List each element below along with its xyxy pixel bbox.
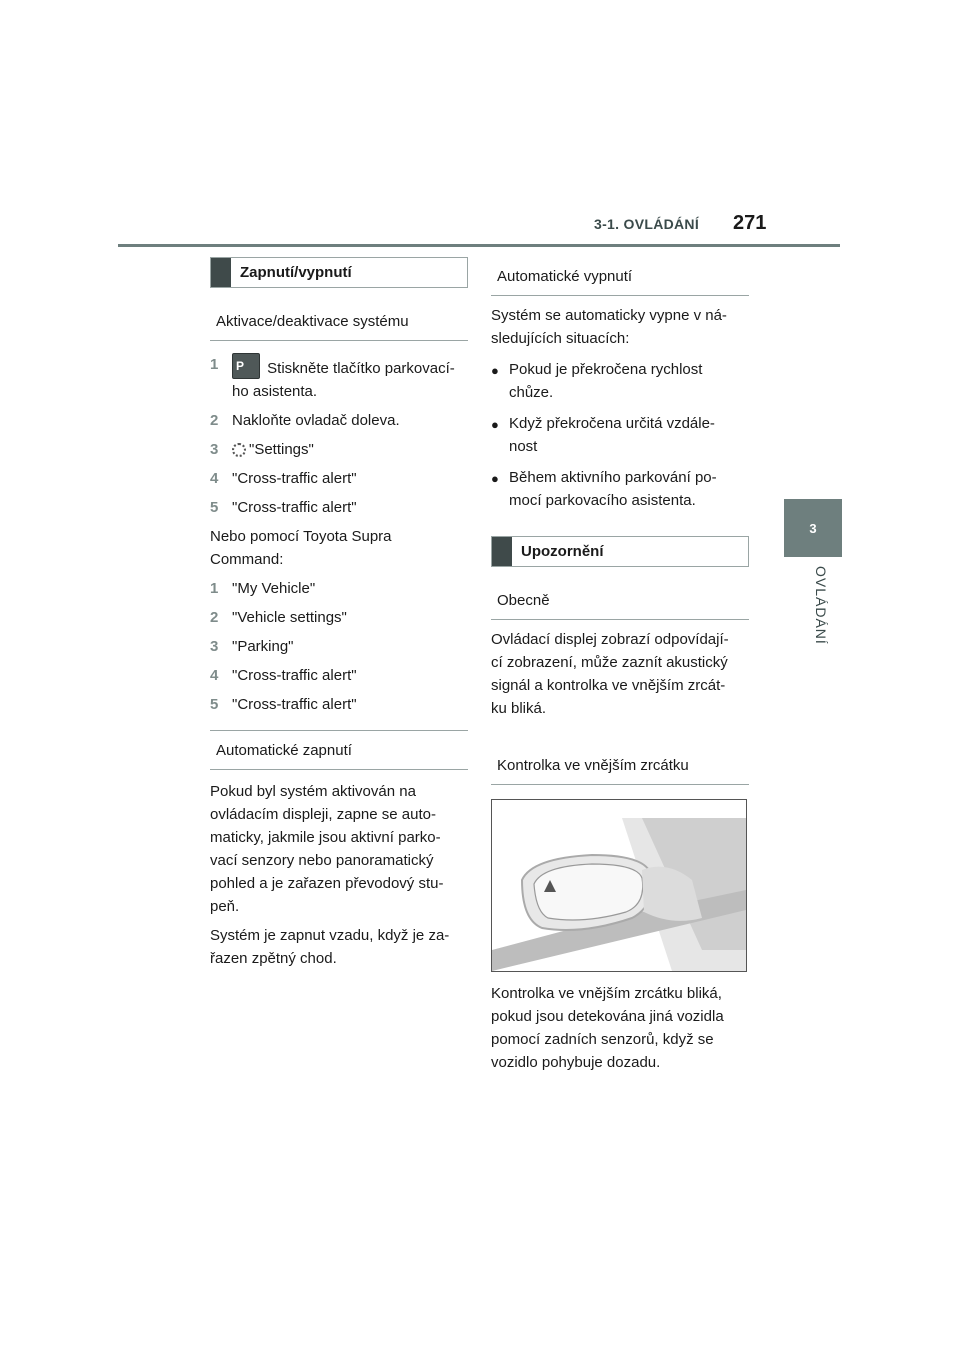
step-text: "Cross-traffic alert" bbox=[232, 667, 357, 684]
step-text-cont: ho asistenta. bbox=[232, 383, 318, 400]
step-text: "Parking" bbox=[232, 638, 294, 655]
subheading-mirror: Kontrolka ve vnějším zrcátku bbox=[491, 746, 749, 785]
line: pohled a je zařazen převodový stu- bbox=[210, 875, 444, 892]
heading-upozorneni bbox=[491, 536, 749, 567]
step-number: 4 bbox=[210, 470, 219, 487]
step-number: 2 bbox=[210, 609, 219, 626]
line: řazen zpětný chod. bbox=[210, 950, 337, 967]
line: maticky, jakmile jsou aktivní parko- bbox=[210, 829, 441, 846]
chapter-label: OVLÁDÁNÍ bbox=[813, 566, 829, 645]
line: peň. bbox=[210, 898, 240, 915]
line: ku bliká. bbox=[491, 700, 547, 717]
step-text: "Cross-traffic alert" bbox=[232, 696, 357, 713]
alt-intro-line: Command: bbox=[210, 551, 284, 568]
step-a-3 bbox=[210, 438, 468, 461]
left-column bbox=[210, 257, 468, 970]
line: pomocí zadních senzorů, když se bbox=[491, 1031, 714, 1048]
section-title: 3-1. OVLÁDÁNÍ bbox=[594, 216, 700, 232]
line: signál a kontrolka ve vnějším zrcát- bbox=[491, 677, 726, 694]
bullet-line: mocí parkovacího asistenta. bbox=[509, 492, 696, 509]
step-number: 3 bbox=[210, 441, 219, 458]
subheading-activation: Aktivace/deaktivace systému bbox=[210, 302, 468, 341]
alt-intro bbox=[210, 525, 468, 571]
step-text: "Vehicle settings" bbox=[232, 609, 347, 626]
line: vací senzory nebo panoramatický bbox=[210, 852, 434, 869]
step-number: 1 bbox=[210, 356, 219, 373]
page-number: 271 bbox=[733, 212, 767, 234]
bullet-line: nost bbox=[509, 438, 538, 455]
step-a-5 bbox=[210, 496, 468, 519]
subheading-general: Obecně bbox=[491, 581, 749, 620]
step-b-3 bbox=[210, 635, 468, 658]
line: ovládacím displeji, zapne se auto- bbox=[210, 806, 436, 823]
auto-on-paragraph bbox=[210, 780, 468, 918]
step-number: 4 bbox=[210, 667, 219, 684]
step-a-2 bbox=[210, 409, 468, 432]
heading-bar bbox=[211, 258, 231, 287]
header-rule bbox=[118, 244, 840, 247]
line: Pokud byl systém aktivován na bbox=[210, 783, 416, 800]
line: cí zobrazení, může zaznít akustický bbox=[491, 654, 728, 671]
settings-gear-icon bbox=[232, 443, 246, 457]
step-number: 5 bbox=[210, 696, 219, 713]
parking-assistant-button-icon: P bbox=[232, 353, 260, 379]
mirror-illustration bbox=[491, 799, 747, 972]
step-number: 1 bbox=[210, 580, 219, 597]
step-b-5 bbox=[210, 693, 468, 716]
bullet-item bbox=[491, 412, 749, 458]
auto-off-intro bbox=[491, 304, 749, 350]
right-column bbox=[491, 257, 749, 1074]
line: sledujících situacích: bbox=[491, 330, 630, 347]
step-a-4 bbox=[210, 467, 468, 490]
step-number: 5 bbox=[210, 499, 219, 516]
line: vozidlo pohybuje dozadu. bbox=[491, 1054, 661, 1071]
subheading-auto-on: Automatické zapnutí bbox=[210, 730, 468, 770]
step-text: "My Vehicle" bbox=[232, 580, 316, 597]
line: Kontrolka ve vnějším zrcátku bliká, bbox=[491, 985, 722, 1002]
reverse-paragraph bbox=[210, 924, 468, 970]
step-a-1 bbox=[210, 353, 468, 403]
step-b-2 bbox=[210, 606, 468, 629]
bullet-line: Pokud je překročena rychlost bbox=[509, 361, 703, 378]
heading-zapnuti bbox=[210, 257, 468, 288]
step-number: 2 bbox=[210, 412, 219, 429]
line: pokud jsou detekována jiná vozidla bbox=[491, 1008, 724, 1025]
step-text: "Cross-traffic alert" bbox=[232, 499, 357, 516]
bullet-item bbox=[491, 358, 749, 404]
mirror-drawing bbox=[492, 800, 746, 971]
line: Ovládací displej zobrazí odpovídají- bbox=[491, 631, 729, 648]
step-number: 3 bbox=[210, 638, 219, 655]
heading-text: Upozornění bbox=[521, 543, 604, 560]
line: Systém se automaticky vypne v ná- bbox=[491, 307, 727, 324]
bullet-dot-icon: ● bbox=[491, 417, 499, 432]
bullet-dot-icon: ● bbox=[491, 363, 499, 378]
step-text: "Cross-traffic alert" bbox=[232, 470, 357, 487]
general-paragraph bbox=[491, 628, 749, 720]
step-text: Nakloňte ovladač doleva. bbox=[232, 412, 400, 429]
bullet-dot-icon: ● bbox=[491, 471, 499, 486]
line: Systém je zapnut vzadu, když je za- bbox=[210, 927, 450, 944]
chapter-tab: 3 bbox=[784, 499, 842, 557]
heading-text: Zapnutí/vypnutí bbox=[240, 264, 352, 281]
step-text: "Settings" bbox=[249, 441, 314, 458]
step-text: Stiskněte tlačítko parkovací- bbox=[267, 360, 455, 377]
subheading-auto-off: Automatické vypnutí bbox=[491, 257, 749, 296]
step-b-4 bbox=[210, 664, 468, 687]
mirror-paragraph bbox=[491, 982, 749, 1074]
step-b-1 bbox=[210, 577, 468, 600]
bullet-line: Když překročena určitá vzdále- bbox=[509, 415, 715, 432]
alt-intro-line: Nebo pomocí Toyota Supra bbox=[210, 528, 392, 545]
heading-bar bbox=[492, 537, 512, 566]
bullet-line: Během aktivního parkování po- bbox=[509, 469, 717, 486]
bullet-item bbox=[491, 466, 749, 512]
bullet-line: chůze. bbox=[509, 384, 554, 401]
